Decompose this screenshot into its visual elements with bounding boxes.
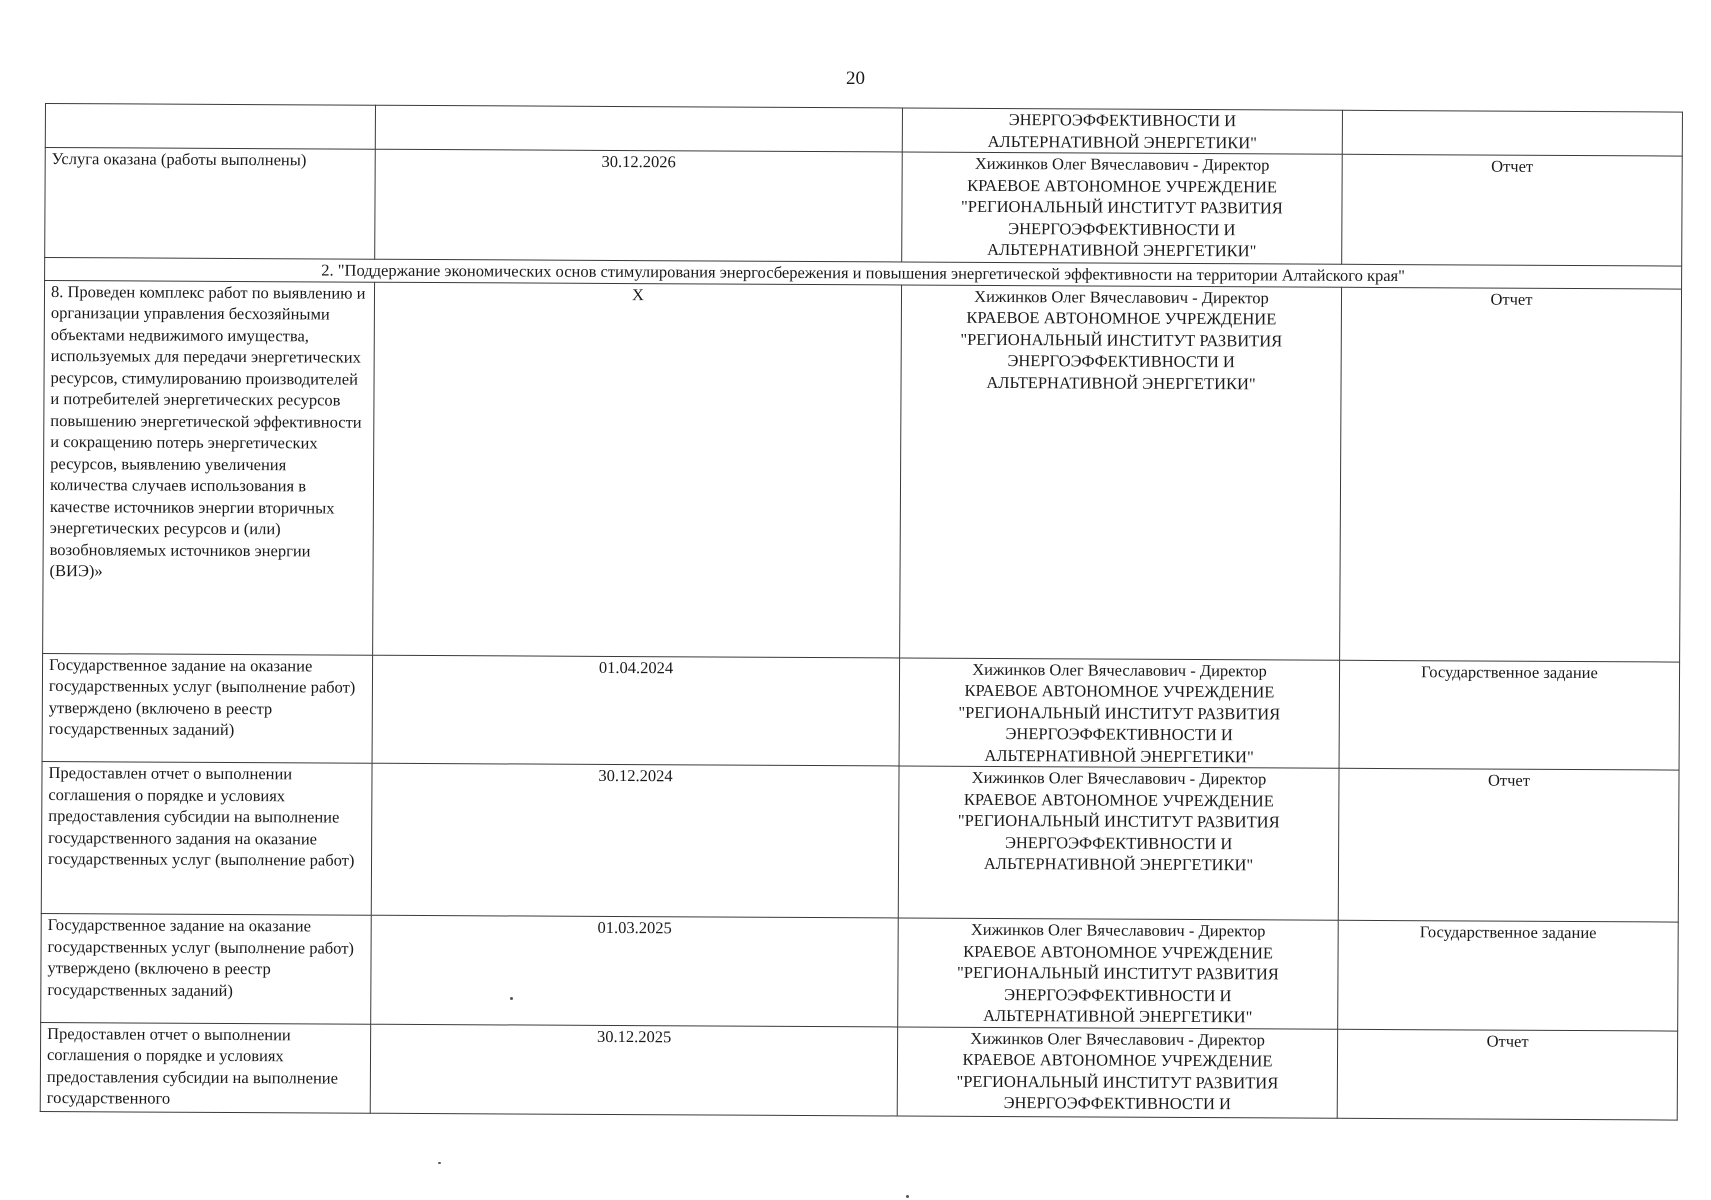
event-name-cell: Государственное задание на оказание государственных услуг (выполнение работ) утверждено (включено в реестр государственных заданий)	[41, 913, 372, 1023]
responsible-line: АЛЬТЕРНАТИВНОЙ ЭНЕРГЕТИКИ"	[987, 239, 1257, 261]
responsible-line: АЛЬТЕРНАТИВНОЙ ЭНЕРГЕТИКИ"	[987, 131, 1257, 152]
responsible-line: ЭНЕРГОЭФФЕКТИВНОСТИ И	[1008, 110, 1237, 131]
responsible-line: "РЕГИОНАЛЬНЫЙ ИНСТИТУТ РАЗВИТИЯ	[960, 329, 1283, 350]
responsible-line: Хижинков Олег Вячеславович - Директор	[974, 286, 1269, 307]
document-type-cell: Государственное задание	[1339, 660, 1680, 770]
responsible-cell	[902, 152, 1343, 264]
deadline-cell	[375, 105, 902, 152]
deadline-cell: 30.12.2026	[375, 149, 903, 262]
event-name-cell: Предоставлен отчет о выполнении соглашения о порядке и условиях предоставления субсидии на выполнение государственного задания на оказание государственных услуг (выполнение работ)	[41, 761, 372, 915]
responsible-line: АЛЬТЕРНАТИВНОЙ ЭНЕРГЕТИКИ"	[983, 1005, 1253, 1027]
responsible-cell	[898, 918, 1339, 1029]
table-row	[40, 1022, 1677, 1120]
table-row	[42, 653, 1680, 770]
document-type-cell: Отчет	[1340, 287, 1682, 662]
deadline-cell: X	[373, 282, 902, 658]
plan-table-body	[40, 104, 1682, 1120]
responsible-line: "РЕГИОНАЛЬНЫЙ ИНСТИТУТ РАЗВИТИЯ	[958, 702, 1281, 723]
table-row	[43, 280, 1682, 662]
responsible-line: ЭНЕРГОЭФФЕКТИВНОСТИ И	[1007, 351, 1235, 372]
deadline-cell: 01.04.2024	[372, 655, 900, 766]
deadline-cell: 30.12.2024	[371, 763, 899, 918]
document-type-cell: Отчет	[1342, 154, 1683, 266]
responsible-line: Хижинков Олег Вячеславович - Директор	[971, 767, 1267, 789]
event-name-cell: Предоставлен отчет о выполнении соглашения о порядке и условиях предоставления субсидии на выполнение государственного	[40, 1022, 370, 1113]
document-type-cell	[1342, 110, 1682, 156]
responsible-cell	[899, 657, 1340, 768]
responsible-line: Хижинков Олег Вячеславович - Директор	[972, 659, 1267, 680]
responsible-line: "РЕГИОНАЛЬНЫЙ ИНСТИТУТ РАЗВИТИЯ	[956, 1071, 1279, 1092]
table-row	[41, 761, 1679, 922]
section-title: 2. "Поддержание экономических основ стимулирования энергосбережения и повышения энергетической эффективности на территории Алтайского края"	[45, 258, 1682, 289]
responsible-line: ЭНЕРГОЭФФЕКТИВНОСТИ И	[1004, 984, 1232, 1005]
event-name-cell	[45, 104, 375, 150]
deadline-cell: 30.12.2025	[370, 1024, 897, 1116]
responsible-cell	[900, 284, 1342, 659]
responsible-line: КРАЕВОЕ АВТОНОМНОЕ УЧРЕЖДЕНИЕ	[963, 789, 1274, 810]
document-type-cell: Отчет	[1337, 1029, 1677, 1120]
responsible-line: АЛЬТЕРНАТИВНОЙ ЭНЕРГЕТИКИ"	[984, 745, 1254, 766]
scan-speck	[906, 1195, 909, 1198]
responsible-line: КРАЕВОЕ АВТОНОМНОЕ УЧРЕЖДЕНИЕ	[964, 680, 1275, 702]
responsible-line: Хижинков Олег Вячеславович - Директор	[970, 919, 1266, 941]
event-name-cell: Услуга оказана (работы выполнены)	[45, 148, 376, 260]
responsible-line: ЭНЕРГОЭФФЕКТИВНОСТИ И	[1008, 218, 1236, 239]
responsible-line: ЭНЕРГОЭФФЕКТИВНОСТИ И	[1004, 832, 1233, 853]
responsible-line: КРАЕВОЕ АВТОНОМНОЕ УЧРЕЖДЕНИЕ	[967, 175, 1278, 196]
responsible-line: "РЕГИОНАЛЬНЫЙ ИНСТИТУТ РАЗВИТИЯ	[961, 196, 1283, 218]
responsible-line: КРАЕВОЕ АВТОНОМНОЕ УЧРЕЖДЕНИЕ	[966, 307, 1277, 329]
responsible-line: Хижинков Олег Вячеславович - Директор	[974, 153, 1270, 175]
event-name-cell: 8. Проведен комплекс работ по выявлению и организации управления бесхозяйными объектами недвижимого имущества, используемых для передачи энергетических ресурсов, стимулированию производителей и потребителей энергетических ресурсов повышению энергетической эффективности и сокращению потерь энергетических ресурсов, выявлению увеличения количества случаев использования в качестве источников энергии вторичных энергетических ресурсов и (или) возобновляемых источников энергии (ВИЭ)»	[43, 280, 375, 655]
scan-speck	[510, 997, 513, 1000]
responsible-line: ЭНЕРГОЭФФЕКТИВНОСТИ И	[1005, 724, 1233, 745]
responsible-line: КРАЕВОЕ АВТОНОМНОЕ УЧРЕЖДЕНИЕ	[962, 1049, 1273, 1071]
document-type-cell: Отчет	[1338, 768, 1679, 922]
document-type-cell: Государственное задание	[1338, 920, 1679, 1030]
deadline-cell: 01.03.2025	[371, 915, 899, 1026]
responsible-cell	[898, 766, 1339, 920]
responsible-line: Хижинков Олег Вячеславович - Директор	[970, 1028, 1265, 1049]
plan-table	[40, 103, 1683, 1120]
responsible-line: АЛЬТЕРНАТИВНОЙ ЭНЕРГЕТИКИ"	[983, 853, 1254, 875]
responsible-line: "РЕГИОНАЛЬНЫЙ ИНСТИТУТ РАЗВИТИЯ	[957, 810, 1280, 832]
table-row	[41, 913, 1679, 1030]
event-name-cell: Государственное задание на оказание государственных услуг (выполнение работ) утверждено (включено в реестр государственных заданий)	[42, 653, 373, 763]
table-row	[45, 148, 1683, 267]
responsible-cell	[902, 108, 1342, 154]
page-number: 20	[846, 68, 865, 89]
responsible-cell	[897, 1026, 1337, 1117]
responsible-line: АЛЬТЕРНАТИВНОЙ ЭНЕРГЕТИКИ"	[986, 372, 1256, 393]
scan-speck	[438, 1162, 441, 1164]
document-sheet	[40, 103, 1683, 1120]
responsible-line: ЭНЕРГОЭФФЕКТИВНОСТИ И	[1003, 1093, 1231, 1114]
responsible-line: КРАЕВОЕ АВТОНОМНОЕ УЧРЕЖДЕНИЕ	[963, 941, 1274, 962]
responsible-line: "РЕГИОНАЛЬНЫЙ ИНСТИТУТ РАЗВИТИЯ	[957, 962, 1279, 984]
